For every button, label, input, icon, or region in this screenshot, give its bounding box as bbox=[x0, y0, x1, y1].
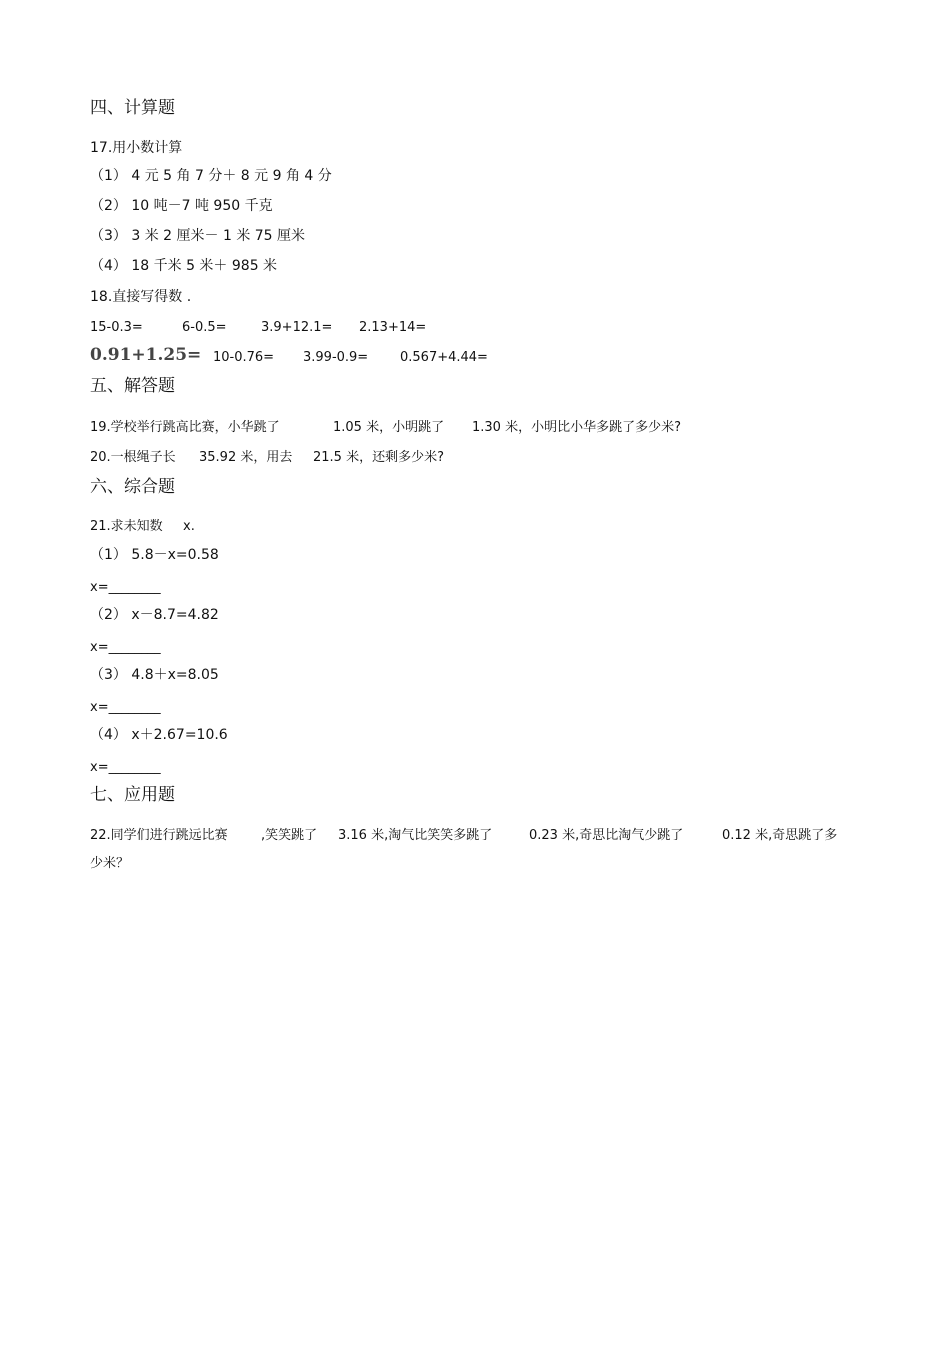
question-21-ans-4: x=________ bbox=[90, 760, 161, 775]
question-21-ans-2: x=________ bbox=[90, 640, 161, 655]
question-21-title-a: 21.求未知数 bbox=[90, 519, 163, 534]
question-17-title: 17.用小数计算 bbox=[90, 140, 183, 156]
question-22-part-c: 3.16 米,淘气比笑笑多跳了 bbox=[338, 828, 493, 843]
q18-r2-c3: 3.99-0.9= bbox=[303, 350, 369, 365]
question-18-title: 18.直接写得数 . bbox=[90, 289, 192, 305]
question-21-title-b: x. bbox=[183, 519, 195, 534]
q18-r2-c4: 0.567+4.44= bbox=[400, 350, 488, 365]
question-21-ans-1: x=________ bbox=[90, 580, 161, 595]
question-20-part-c: 21.5 米，还剩多少米? bbox=[313, 450, 444, 465]
question-22-part-a: 22.同学们进行跳远比赛 bbox=[90, 828, 228, 843]
question-17-item-3: （3） 3 米 2 厘米－ 1 米 75 厘米 bbox=[90, 228, 306, 244]
question-22-part-d: 0.23 米,奇思比淘气少跳了 bbox=[529, 828, 684, 843]
section-heading-application: 七、应用题 bbox=[90, 785, 175, 805]
question-17-item-2: （2） 10 吨－7 吨 950 千克 bbox=[90, 198, 273, 214]
section-heading-calculation: 四、计算题 bbox=[90, 98, 175, 118]
section-heading-answer: 五、解答题 bbox=[90, 376, 175, 396]
question-17-item-4: （4） 18 千米 5 米＋ 985 米 bbox=[90, 258, 278, 274]
question-21-eq-1: （1） 5.8－x=0.58 bbox=[90, 547, 219, 563]
question-21-ans-3: x=________ bbox=[90, 700, 161, 715]
q18-r1-c2: 6-0.5= bbox=[182, 320, 227, 335]
q18-r2-c2: 10-0.76= bbox=[213, 350, 275, 365]
question-21-eq-2: （2） x－8.7=4.82 bbox=[90, 607, 219, 623]
q18-r1-c4: 2.13+14= bbox=[359, 320, 427, 335]
q18-r1-c3: 3.9+12.1= bbox=[261, 320, 333, 335]
question-20-part-a: 20.一根绳子长 bbox=[90, 450, 176, 465]
question-21-eq-3: （3） 4.8＋x=8.05 bbox=[90, 667, 219, 683]
question-19-part-c: 1.30 米，小明比小华多跳了多少米? bbox=[472, 420, 681, 435]
q18-r1-c1: 15-0.3= bbox=[90, 320, 143, 335]
question-22-part-e: 0.12 米,奇思跳了多 bbox=[722, 828, 838, 843]
question-21-eq-4: （4） x＋2.67=10.6 bbox=[90, 727, 228, 743]
question-20-part-b: 35.92 米，用去 bbox=[199, 450, 293, 465]
question-19-part-b: 1.05 米，小明跳了 bbox=[333, 420, 445, 435]
q18-r2-c1: 0.91+1.25= bbox=[90, 345, 202, 365]
question-22-line-2: 少米？ bbox=[90, 856, 130, 871]
question-17-item-1: （1） 4 元 5 角 7 分＋ 8 元 9 角 4 分 bbox=[90, 168, 332, 184]
question-22-part-b: ,笑笑跳了 bbox=[261, 828, 318, 843]
section-heading-comprehensive: 六、综合题 bbox=[90, 477, 175, 497]
question-19-part-a: 19.学校举行跳高比赛，小华跳了 bbox=[90, 420, 280, 435]
